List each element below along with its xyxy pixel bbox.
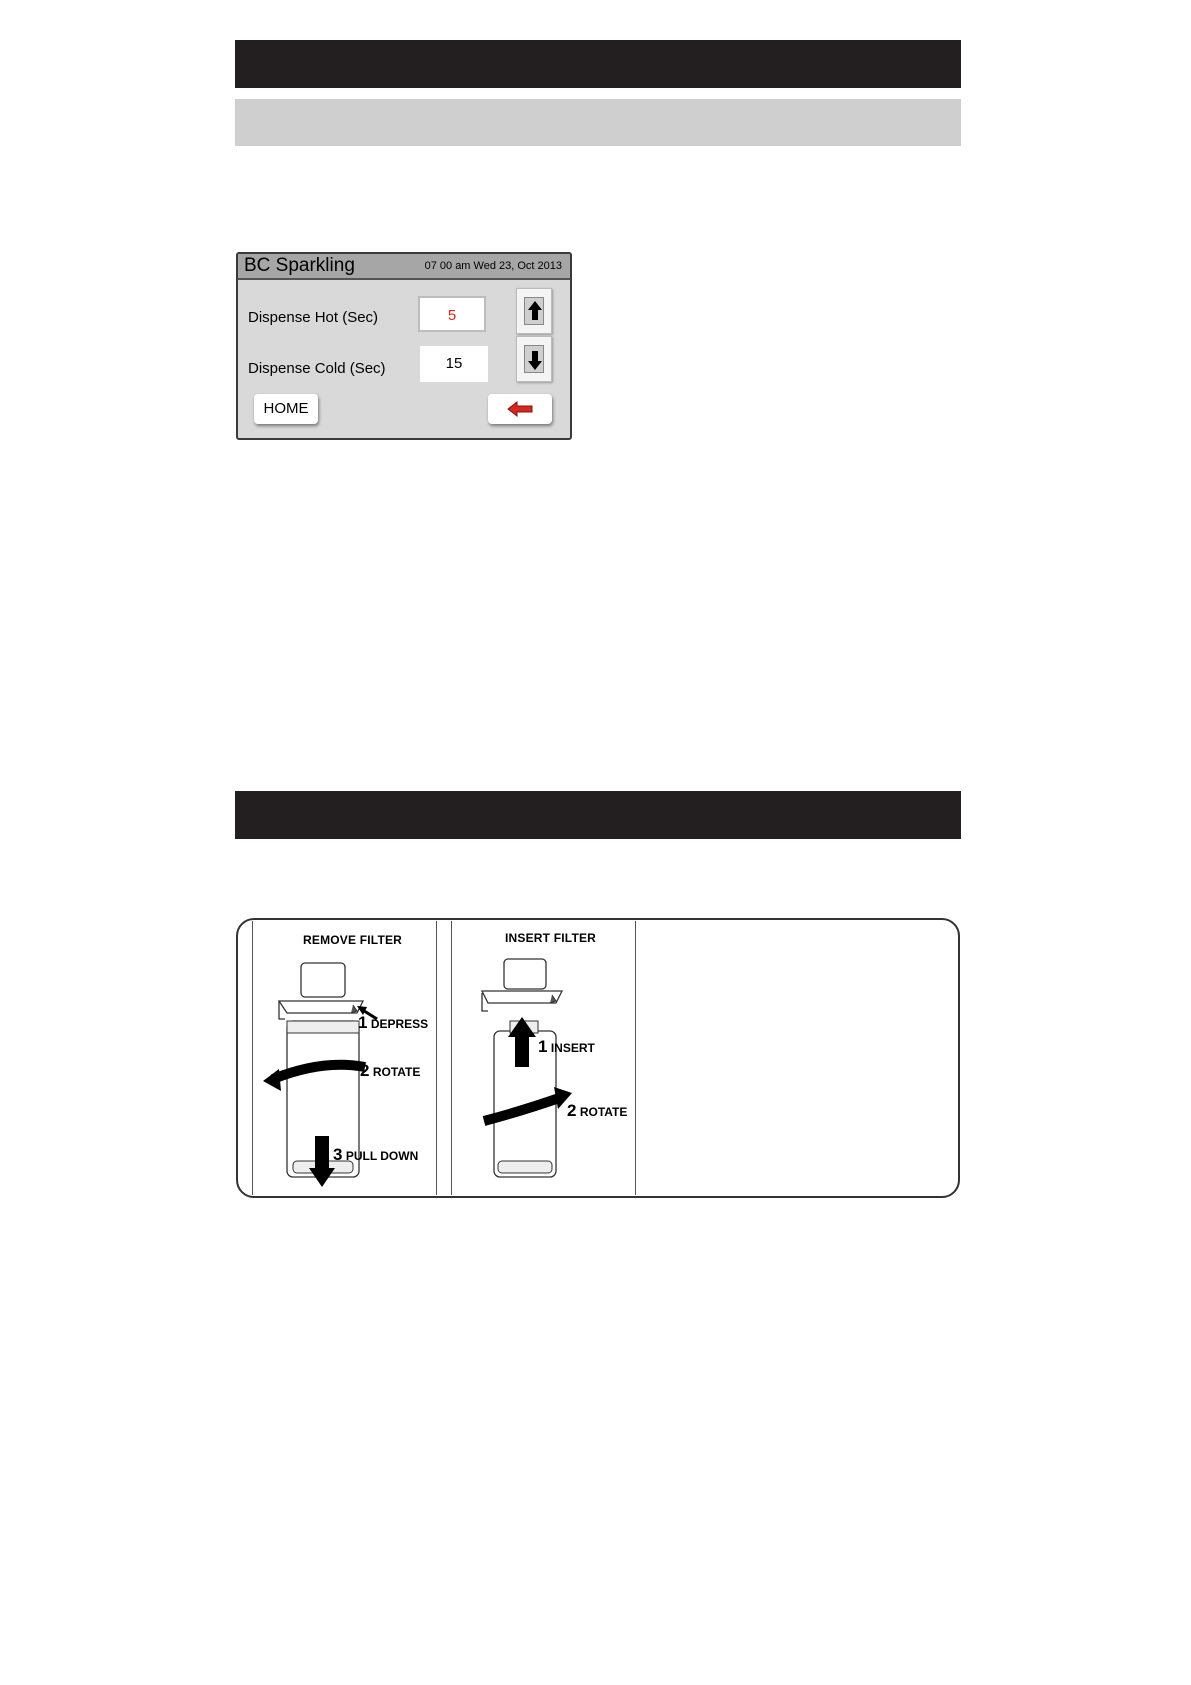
back-button[interactable] — [488, 394, 552, 424]
subsection-header-bar — [235, 99, 961, 146]
dispense-hot-value[interactable]: 5 — [418, 296, 486, 332]
decrease-button[interactable] — [516, 336, 552, 382]
home-button[interactable]: HOME — [254, 394, 318, 424]
insert-step-1: 1 INSERT — [538, 1037, 595, 1056]
screen-title: BC Sparkling — [244, 255, 355, 276]
insert-filter-title: INSERT FILTER — [505, 931, 597, 945]
arrow-up-icon — [517, 289, 553, 335]
remove-step-3: 3 PULL DOWN — [333, 1145, 419, 1164]
dispense-cold-value[interactable]: 15 — [420, 346, 488, 382]
control-screen — [236, 252, 572, 440]
section-header-bar — [235, 40, 961, 88]
screen-clock: 07 00 am Wed 23, Oct 2013 — [424, 260, 562, 272]
remove-step-2: 2 ROTATE — [360, 1061, 421, 1080]
dispense-hot-label: Dispense Hot (Sec) — [248, 309, 379, 326]
filter-cartridge-icon — [452, 921, 635, 1195]
insert-filter-illustration — [451, 921, 636, 1195]
remove-step-1: 1 DEPRESS — [358, 1013, 429, 1032]
remove-filter-illustration — [252, 921, 437, 1195]
insert-step-2: 2 ROTATE — [567, 1101, 628, 1120]
increase-button[interactable] — [516, 288, 552, 334]
screen-title-bar — [238, 254, 570, 280]
arrow-down-icon — [517, 337, 553, 383]
dispense-cold-label: Dispense Cold (Sec) — [248, 360, 386, 377]
arrow-left-icon — [488, 394, 552, 424]
section-header-bar-2 — [235, 791, 961, 839]
remove-filter-title: REMOVE FILTER — [303, 933, 403, 947]
